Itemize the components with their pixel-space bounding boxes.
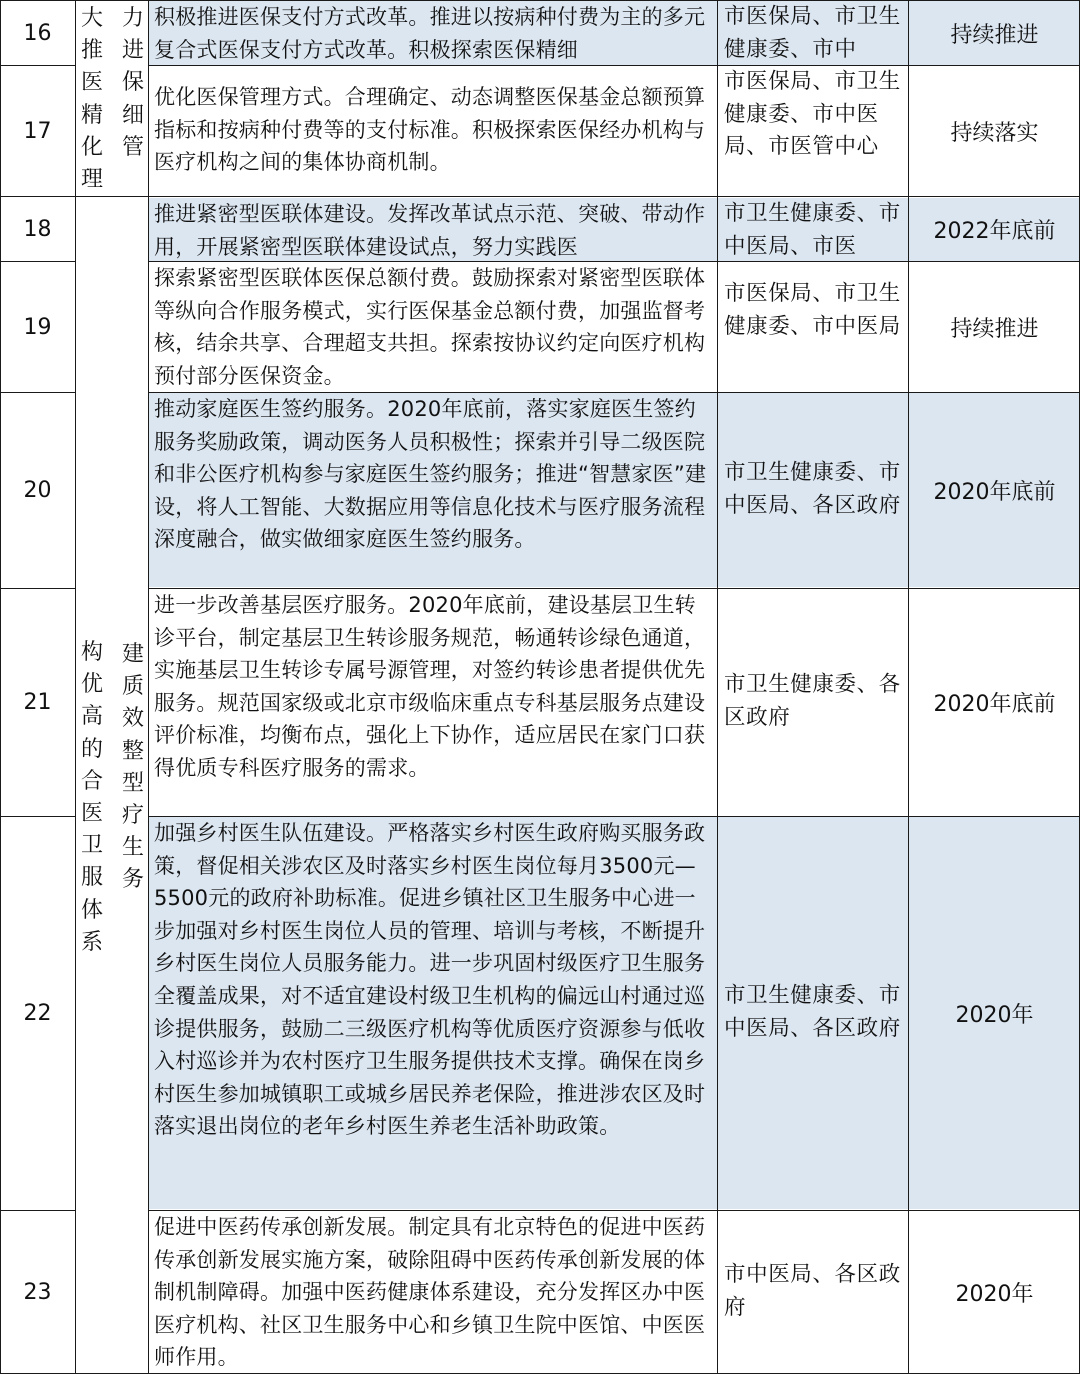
category-text-left: 大推医精化理: [80, 6, 103, 193]
row-divider: [0, 588, 75, 589]
row-content: 积极推进医保支付方式改革。推进以按病种付费为主的多元复合式医保支付方式改革。积极探索医保精细: [149, 1, 717, 65]
row-divider: [0, 392, 75, 393]
column-divider: [717, 0, 718, 1374]
category-text-right: 力进保细管: [121, 6, 144, 160]
row-department: 市医保局、市卫生健康委、市中医局: [724, 281, 901, 339]
row-number: 21: [23, 689, 52, 715]
column-divider: [148, 0, 149, 1374]
row-number: 20: [23, 477, 52, 503]
row-number: 16: [23, 20, 52, 46]
row-content: 推进紧密型医联体建设。发挥改革试点示范、突破、带动作用，开展紧密型医联体建设试点，努力实践医: [149, 198, 717, 261]
row-divider: [0, 196, 1080, 197]
column-divider: [0, 0, 1, 1374]
row-status: 持续落实: [950, 120, 1039, 146]
row-divider: [0, 261, 75, 262]
row-divider: [148, 392, 1080, 393]
row-status: 2020年底前: [933, 691, 1056, 717]
row-status: 2020年: [909, 817, 1080, 1209]
category-cell-service-system: [76, 197, 148, 1374]
category-text-left: 构优高的合医卫服体系: [80, 640, 103, 955]
row-divider: [148, 1210, 1080, 1211]
row-department: 市医保局、市卫生健康委、市中医局、市医管中心: [724, 69, 901, 160]
row-department: 市卫生健康委、市中医局、市医: [718, 198, 908, 261]
row-department-text: 市中医局、各区政府: [724, 1262, 901, 1320]
row-divider: [0, 1210, 75, 1211]
row-status: 2020年底前: [909, 393, 1080, 587]
row-department: [718, 817, 908, 1209]
row-divider: [148, 816, 1080, 817]
category-text-right: 建质效整型疗生务: [121, 642, 144, 893]
row-department-text: 市卫生健康委、市中医局、各区政府: [724, 983, 901, 1041]
row-department-text: 市卫生健康委、各区政府: [724, 672, 901, 730]
row-status: 持续推进: [950, 316, 1039, 342]
row-status: 2020年: [955, 1281, 1034, 1307]
row-department: [718, 393, 908, 587]
row-divider: [0, 65, 75, 66]
column-divider: [75, 0, 76, 1374]
row-department: 市医保局、市卫生健康委、市中: [718, 1, 908, 65]
row-number: 17: [23, 118, 52, 144]
row-divider: [0, 816, 75, 817]
row-content: 促进中医药传承创新发展。制定具有北京特色的促进中医药传承创新发展实施方案，破除阻碍中医药传承创新发展的体制机制障碍。加强中医药健康体系建设，充分发挥区办中医医疗机构、社区卫生服务中心和乡镇卫生院中医馆、中医医师作用。: [154, 1215, 706, 1370]
row-number: 18: [23, 217, 52, 242]
row-status: 持续推进: [909, 1, 1080, 65]
row-content: 进一步改善基层医疗服务。2020年底前，建设基层卫生转诊平台，制定基层卫生转诊服务规范，畅通转诊绿色通道，实施基层卫生转诊专属号源管理，对签约转诊患者提供优先服务。规范国家级或北京市级临床重点专科基层服务点建设评价标准，均衡布点，强化上下协作，适应居民在家门口获得优质专科医疗服务的需求。: [154, 593, 706, 780]
row-department: [718, 1210, 908, 1374]
row-department-text: 市卫生健康委、市中医局、各区政府: [724, 460, 901, 518]
row-divider: [148, 588, 1080, 589]
row-department: [718, 588, 908, 816]
row-content: 探索紧密型医联体医保总额付费。鼓励探索对紧密型医联体等纵向合作服务模式，实行医保基金总额付费，加强监督考核，结余共享、合理超支共担。探索按协议约定向医疗机构预付部分医保资金。: [154, 266, 706, 388]
row-content: 推动家庭医生签约服务。2020年底前，落实家庭医生签约服务奖励政策，调动医务人员积极性；探索并引导二级医院和非公医疗机构参与家庭医生签约服务；推进“智慧家医”建设，将人工智能、大数据应用等信息化技术与医疗服务流程深度融合，做实做细家庭医生签约服务。: [149, 393, 717, 587]
row-status: 2022年底前: [909, 198, 1080, 261]
row-divider: [148, 261, 1080, 262]
row-number: 22: [23, 1000, 52, 1026]
category-cell-medical-insurance: [76, 0, 148, 196]
column-divider: [908, 0, 909, 1374]
row-number: 19: [23, 314, 52, 340]
row-divider: [0, 0, 1080, 1]
row-divider: [148, 65, 1080, 66]
row-number: 23: [23, 1279, 52, 1305]
row-content: 优化医保管理方式。合理确定、动态调整医保基金总额预算指标和按病种付费等的支付标准。积极探索医保经办机构与医疗机构之间的集体协商机制。: [154, 85, 706, 175]
row-content: 加强乡村医生队伍建设。严格落实乡村医生政府购买服务政策，督促相关涉农区及时落实乡村医生岗位每月3500元—5500元的政府补助标准。促进乡镇社区卫生服务中心进一步加强对乡村医生岗位人员的管理、培训与考核，不断提升乡村医生岗位人员服务能力。进一步巩固村级医疗卫生服务全覆盖成果，对不适宜建设村级卫生机构的偏远山村通过巡诊提供服务，鼓励二三级医疗机构等优质医疗资源参与低收入村巡诊并为农村医疗卫生服务提供技术支撑。确保在岗乡村医生参加城镇职工或城乡居民养老保险，推进涉农区及时落实退出岗位的老年乡村医生养老生活补助政策。: [149, 817, 717, 1209]
